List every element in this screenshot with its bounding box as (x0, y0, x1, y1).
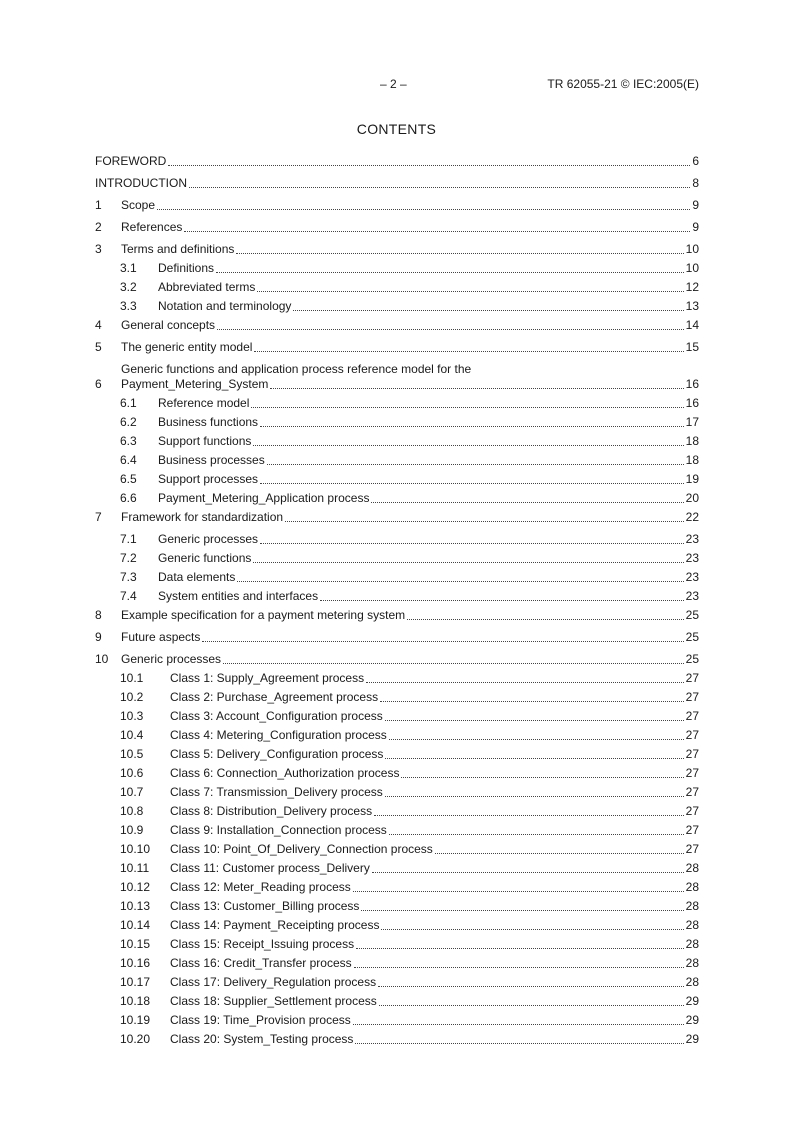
toc-entry-number: 10.2 (120, 690, 144, 704)
toc-entry-page: 27 (685, 785, 699, 799)
toc-entry-page: 16 (685, 396, 699, 410)
toc-entry-title: Class 5: Delivery_Configuration process (170, 747, 384, 761)
toc-entry-title: INTRODUCTION (95, 176, 187, 190)
toc-entry[interactable] (95, 671, 699, 686)
dot-leader (251, 407, 683, 408)
toc-entry-number: 10.9 (120, 823, 144, 837)
dot-leader (253, 562, 683, 563)
toc-entry-number: 10.17 (120, 975, 151, 989)
toc-entry-number: 3.2 (120, 280, 137, 294)
toc-entry-title: Class 8: Distribution_Delivery process (170, 804, 373, 818)
toc-entry-title: Definitions (158, 261, 215, 275)
toc-entry-page: 29 (685, 1032, 699, 1046)
toc-entry-title: Class 18: Supplier_Settlement process (170, 994, 377, 1008)
toc-entry-number: 10.11 (120, 861, 150, 875)
toc-entry-page: 28 (685, 899, 699, 913)
toc-entry-number: 7.1 (120, 532, 137, 546)
toc-entry-page: 25 (685, 652, 699, 666)
toc-entry[interactable] (95, 956, 699, 971)
toc-entry[interactable] (95, 551, 699, 566)
toc-entry[interactable] (95, 842, 699, 857)
toc-entry-title: Class 13: Customer_Billing process (170, 899, 360, 913)
toc-entry-number: 10.12 (120, 880, 151, 894)
dot-leader (293, 310, 683, 311)
dot-leader (372, 872, 684, 873)
toc-entry-number: 7 (95, 510, 102, 524)
dot-leader (389, 834, 684, 835)
dot-leader (168, 165, 690, 166)
toc-entry-number: 10.4 (120, 728, 144, 742)
toc-entry[interactable] (95, 880, 699, 895)
toc-entry-page: 13 (685, 299, 699, 313)
toc-entry[interactable] (95, 1032, 699, 1047)
toc-entry-page: 16 (685, 377, 699, 391)
toc-entry-page: 27 (685, 766, 699, 780)
toc-entry-number: 7.3 (120, 570, 137, 584)
dot-leader (401, 777, 683, 778)
toc-entry-number: 10.3 (120, 709, 144, 723)
toc-entry[interactable] (95, 899, 699, 914)
dot-leader (385, 720, 684, 721)
toc-entry-title: Scope (121, 198, 156, 212)
toc-entry[interactable] (95, 318, 699, 333)
document-reference: TR 62055-21 © IEC:2005(E) (547, 77, 699, 91)
toc-entry-title: Class 4: Metering_Configuration process (170, 728, 387, 742)
toc-entry-page: 23 (685, 532, 699, 546)
toc-entry-number: 9 (95, 630, 102, 644)
toc-entry-number: 6.3 (120, 434, 137, 448)
toc-entry[interactable] (95, 434, 699, 449)
dot-leader (267, 464, 684, 465)
toc-entry-number: 10.5 (120, 747, 144, 761)
toc-entry-title: Class 3: Account_Configuration process (170, 709, 383, 723)
toc-entry-title: Class 10: Point_Of_Delivery_Connection process (170, 842, 433, 856)
toc-entry-page: 28 (685, 937, 699, 951)
toc-entry[interactable] (95, 570, 699, 585)
toc-entry-page: 27 (685, 728, 699, 742)
dot-leader (381, 929, 683, 930)
dot-leader (157, 209, 690, 210)
toc-entry-page: 25 (685, 608, 699, 622)
toc-entry[interactable] (95, 589, 699, 604)
toc-entry-number: 3 (95, 242, 102, 256)
toc-entry-title: Notation and terminology (158, 299, 292, 313)
dot-leader (354, 967, 684, 968)
toc-entry-title: Abbreviated terms (158, 280, 256, 294)
toc-entry-page: 27 (685, 842, 699, 856)
toc-entry-number: 10.1 (120, 671, 144, 685)
toc-entry-page: 8 (692, 176, 699, 190)
dot-leader (374, 815, 684, 816)
toc-entry[interactable] (95, 1013, 699, 1028)
dot-leader (389, 739, 684, 740)
toc-entry[interactable] (95, 823, 699, 838)
toc-entry[interactable] (95, 804, 699, 819)
dot-leader (353, 1024, 684, 1025)
toc-entry[interactable] (95, 532, 699, 547)
toc-entry-number: 10.15 (120, 937, 151, 951)
page-header (0, 77, 793, 93)
dot-leader (189, 187, 690, 188)
toc-entry[interactable] (95, 975, 699, 990)
dot-leader (285, 521, 684, 522)
toc-entry-title: Class 17: Delivery_Regulation process (170, 975, 377, 989)
toc-entry-page: 27 (685, 671, 699, 685)
toc-entry[interactable] (95, 728, 699, 743)
toc-entry-number: 3.1 (120, 261, 137, 275)
dot-leader (260, 483, 684, 484)
toc-entry[interactable] (95, 340, 699, 355)
toc-entry-title: Class 15: Receipt_Issuing process (170, 937, 355, 951)
toc-entry-number: 10.13 (120, 899, 151, 913)
toc-entry-page: 29 (685, 994, 699, 1008)
toc-entry-title: Class 11: Customer process_Delivery (170, 861, 370, 875)
toc-entry-number: 7.4 (120, 589, 137, 603)
toc-entry-number: 6.5 (120, 472, 137, 486)
page-title: CONTENTS (356, 121, 437, 137)
dot-leader (371, 502, 683, 503)
toc-entry-number: 10.19 (120, 1013, 151, 1027)
dot-leader (202, 641, 683, 642)
toc-entry-page: 27 (685, 823, 699, 837)
toc-entry-page: 12 (685, 280, 699, 294)
toc-entry[interactable] (95, 453, 699, 468)
toc-entry-number: 10.8 (120, 804, 144, 818)
dot-leader (378, 986, 684, 987)
toc-entry-page: 19 (685, 472, 699, 486)
toc-entry-number: 2 (95, 220, 102, 234)
toc-entry-page: 20 (685, 491, 699, 505)
page-number: – 2 – (380, 77, 407, 91)
toc-entry[interactable] (95, 747, 699, 762)
toc-entry-title: Class 7: Transmission_Delivery process (170, 785, 383, 799)
toc-entry-number: 10.18 (120, 994, 151, 1008)
dot-leader (366, 682, 684, 683)
toc-entry[interactable] (95, 415, 699, 430)
toc-entry-page: 27 (685, 690, 699, 704)
toc-entry-number: 10.6 (120, 766, 144, 780)
toc-entry-number: 4 (95, 318, 102, 332)
toc-entry[interactable] (95, 937, 699, 952)
toc-entry-page: 27 (685, 804, 699, 818)
toc-entry-title: Support functions (158, 434, 252, 448)
toc-entry-title: Data elements (158, 570, 236, 584)
toc-entry-page: 22 (685, 510, 699, 524)
toc-entry-title: Class 16: Credit_Transfer process (170, 956, 352, 970)
toc-entry-page: 28 (685, 880, 699, 894)
toc-entry-title: Class 19: Time_Provision process (170, 1013, 351, 1027)
dot-leader (260, 543, 684, 544)
toc-entry-number: 7.2 (120, 551, 137, 565)
toc-entry-title: Class 12: Meter_Reading process (170, 880, 351, 894)
toc-entry[interactable] (95, 362, 699, 392)
toc-entry-title: Business functions (158, 415, 259, 429)
toc-entry[interactable] (95, 652, 699, 667)
toc-entry-page: 28 (685, 918, 699, 932)
toc-entry[interactable] (95, 785, 699, 800)
dot-leader (385, 796, 684, 797)
toc-entry-number: 6.6 (120, 491, 137, 505)
toc-entry-page: 27 (685, 709, 699, 723)
toc-entry-number: 10.20 (120, 1032, 151, 1046)
toc-entry[interactable] (95, 198, 699, 213)
dot-leader (260, 426, 684, 427)
toc-entry[interactable] (95, 242, 699, 257)
toc-entry-title: The generic entity model (121, 340, 253, 354)
toc-entry[interactable] (95, 154, 699, 169)
toc-entry-title: Reference model (158, 396, 250, 410)
toc-entry-page: 15 (685, 340, 699, 354)
toc-entry[interactable] (95, 220, 699, 235)
toc-entry-title: Future aspects (121, 630, 201, 644)
toc-entry-page: 25 (685, 630, 699, 644)
dot-leader (253, 445, 683, 446)
toc-entry[interactable] (95, 176, 699, 191)
toc-entry-title: Framework for standardization (121, 510, 284, 524)
dot-leader (355, 1043, 683, 1044)
toc-entry-page: 6 (692, 154, 699, 168)
toc-entry-title: Generic functions (158, 551, 252, 565)
toc-entry-page: 28 (685, 861, 699, 875)
dot-leader (270, 388, 683, 389)
toc-entry[interactable] (95, 630, 699, 645)
toc-entry-title: FOREWORD (95, 154, 167, 168)
toc-entry-page: 28 (685, 975, 699, 989)
toc-entry[interactable] (95, 766, 699, 781)
dot-leader (254, 351, 683, 352)
toc-entry[interactable] (95, 472, 699, 487)
toc-entry-title: Terms and definitions (121, 242, 235, 256)
toc-entry-title: Business processes (158, 453, 265, 467)
toc-entry-page: 28 (685, 956, 699, 970)
dot-leader (385, 758, 683, 759)
toc-entry-page: 10 (685, 261, 699, 275)
dot-leader (356, 948, 684, 949)
toc-entry-number: 10.16 (120, 956, 151, 970)
dot-leader (217, 329, 684, 330)
toc-entry-title: Class 6: Connection_Authorization process (170, 766, 400, 780)
toc-entry-number: 10.14 (120, 918, 151, 932)
dot-leader (361, 910, 683, 911)
dot-leader (216, 272, 684, 273)
toc-entry-page: 18 (685, 453, 699, 467)
toc-entry[interactable] (95, 690, 699, 705)
toc-entry-number: 6.2 (120, 415, 137, 429)
toc-entry-page: 29 (685, 1013, 699, 1027)
toc-entry[interactable] (95, 299, 699, 314)
toc-entry[interactable] (95, 261, 699, 276)
dot-leader (379, 1005, 684, 1006)
toc-entry[interactable] (95, 280, 699, 295)
table-of-contents (95, 150, 699, 1047)
toc-entry[interactable] (95, 396, 699, 411)
toc-entry[interactable] (95, 491, 699, 506)
toc-entry-title: Class 2: Purchase_Agreement process (170, 690, 379, 704)
toc-entry-number: 8 (95, 608, 102, 622)
dot-leader (184, 231, 690, 232)
dot-leader (237, 581, 683, 582)
toc-entry-title: Class 14: Payment_Receipting process (170, 918, 380, 932)
dot-leader (380, 701, 684, 702)
toc-entry-page: 23 (685, 589, 699, 603)
toc-entry-number: 10 (95, 652, 109, 666)
toc-entry[interactable] (95, 709, 699, 724)
dot-leader (353, 891, 684, 892)
toc-entry-title: Example specification for a payment metering system (121, 608, 406, 622)
toc-entry-title: Generic processes (158, 532, 259, 546)
toc-entry-number: 1 (95, 198, 102, 212)
toc-entry[interactable] (95, 608, 699, 623)
dot-leader (236, 253, 683, 254)
toc-entry-title: Class 9: Installation_Connection process (170, 823, 387, 837)
toc-entry-title: General concepts (121, 318, 216, 332)
toc-entry-page: 9 (692, 198, 699, 212)
toc-entry-number: 5 (95, 340, 102, 354)
toc-entry-page: 18 (685, 434, 699, 448)
dot-leader (407, 619, 684, 620)
dot-leader (320, 600, 684, 601)
dot-leader (223, 663, 684, 664)
toc-entry-page: 10 (685, 242, 699, 256)
toc-entry-title: Class 1: Supply_Agreement process (170, 671, 365, 685)
toc-entry-number: 3.3 (120, 299, 137, 313)
toc-entry-page: 14 (685, 318, 699, 332)
dot-leader (257, 291, 683, 292)
toc-entry-number: 6.1 (120, 396, 137, 410)
toc-entry-title: References (121, 220, 183, 234)
toc-entry-title-continued: Payment_Metering_System (121, 377, 269, 391)
toc-entry[interactable] (95, 994, 699, 1009)
toc-entry-page: 23 (685, 570, 699, 584)
toc-entry-number: 6 (95, 377, 102, 391)
toc-entry-title: Payment_Metering_Application process (158, 491, 370, 505)
toc-entry[interactable] (95, 918, 699, 933)
toc-entry-title: Class 20: System_Testing process (170, 1032, 354, 1046)
toc-entry-number: 10.10 (120, 842, 151, 856)
toc-entry-title: System entities and interfaces (158, 589, 319, 603)
toc-entry-number: 10.7 (120, 785, 144, 799)
toc-entry[interactable] (95, 510, 699, 525)
toc-entry-number: 6.4 (120, 453, 137, 467)
toc-entry-page: 17 (685, 415, 699, 429)
toc-entry-title: Generic processes (121, 652, 222, 666)
toc-entry-title: Generic functions and application process reference model for the (121, 362, 472, 376)
toc-entry-page: 27 (685, 747, 699, 761)
toc-entry-title: Support processes (158, 472, 259, 486)
toc-entry-page: 9 (692, 220, 699, 234)
toc-entry-page: 23 (685, 551, 699, 565)
toc-entry[interactable] (95, 861, 699, 876)
dot-leader (435, 853, 684, 854)
